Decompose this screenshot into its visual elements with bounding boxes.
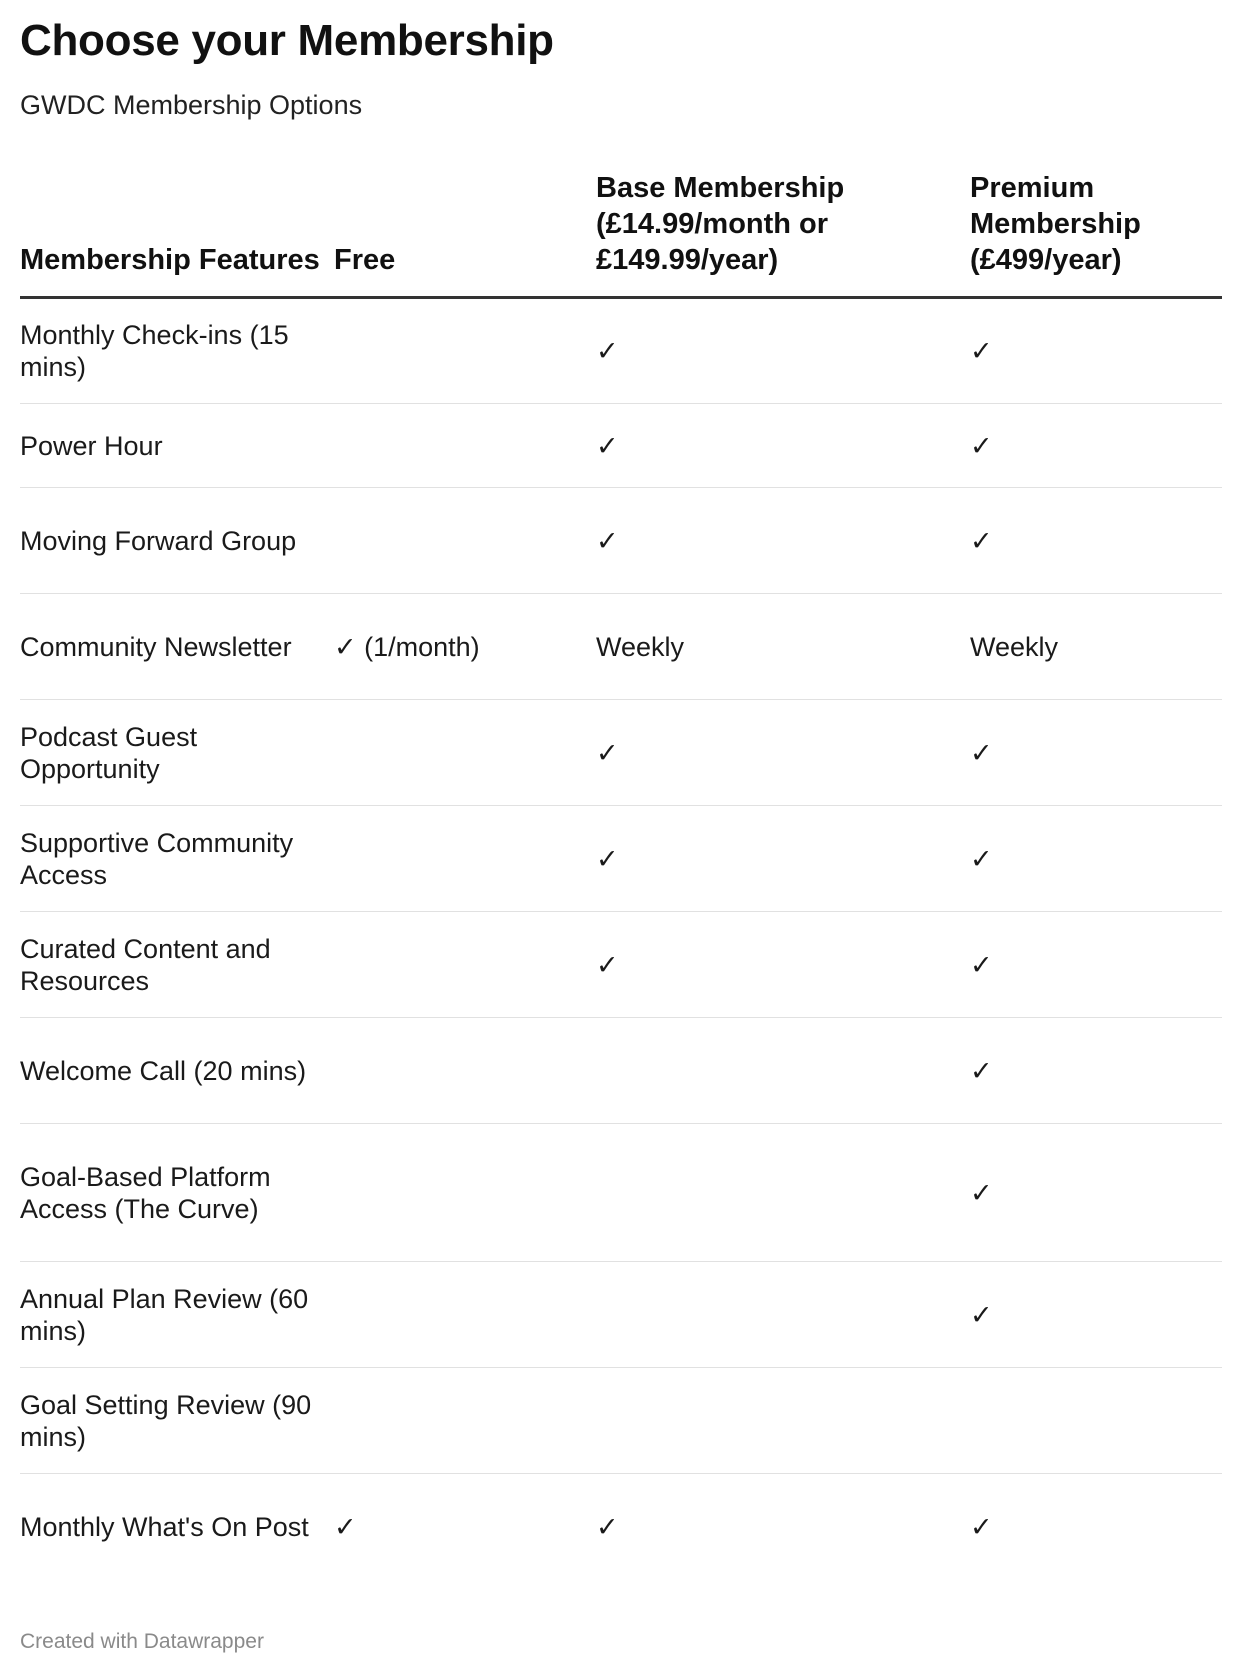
free-cell	[334, 1124, 596, 1262]
premium-cell: ✓	[970, 1124, 1222, 1262]
free-cell	[334, 700, 596, 806]
free-cell	[334, 404, 596, 488]
table-row	[20, 1018, 1222, 1124]
table-row	[20, 298, 1222, 404]
free-cell: ✓ (1/month)	[334, 594, 596, 700]
free-cell	[334, 912, 596, 1018]
table-row	[20, 1124, 1222, 1262]
premium-cell: ✓	[970, 1511, 993, 1542]
base-cell	[596, 1368, 970, 1474]
table-row	[20, 700, 1222, 806]
table-row	[20, 404, 1222, 488]
premium-cell: ✓	[970, 1018, 1222, 1124]
feature-cell: Welcome Call (20 mins)	[20, 1018, 334, 1124]
column-header-premium: Premium Membership (£499/year)	[970, 170, 1222, 298]
chart-title: Choose your Membership	[20, 16, 554, 65]
feature-cell: Power Hour	[20, 404, 334, 488]
column-header-features: Membership Features	[20, 170, 334, 298]
feature-cell: Supportive Community Access	[20, 806, 334, 912]
table-row	[20, 1368, 1222, 1474]
column-header-base: Base Membership (£14.99/month or £149.99/year)	[596, 170, 970, 298]
table-row	[20, 594, 1222, 700]
premium-cell: ✓	[970, 298, 1222, 404]
base-cell: ✓	[596, 700, 970, 806]
base-cell: ✓	[596, 806, 970, 912]
table-row	[20, 912, 1222, 1018]
chart-subtitle: GWDC Membership Options	[20, 90, 363, 120]
free-cell: ✓	[334, 1511, 357, 1542]
feature-cell: Annual Plan Review (60 mins)	[20, 1262, 334, 1368]
base-cell	[596, 1262, 970, 1368]
base-cell: Weekly	[596, 594, 970, 700]
free-cell	[334, 1018, 596, 1124]
premium-cell: ✓	[970, 700, 1222, 806]
feature-cell: Curated Content and Resources	[20, 912, 334, 1018]
premium-cell: ✓	[970, 404, 1222, 488]
base-cell: ✓	[596, 404, 970, 488]
base-cell: ✓	[596, 1511, 619, 1542]
base-cell: ✓	[596, 488, 970, 594]
premium-cell: ✓	[970, 488, 1222, 594]
base-cell: ✓	[596, 298, 970, 404]
free-cell	[334, 806, 596, 912]
feature-cell: Goal Setting Review (90 mins)	[20, 1368, 334, 1474]
premium-cell: ✓	[970, 806, 1222, 912]
premium-cell: ✓	[970, 1262, 1222, 1368]
table-row	[20, 1474, 1222, 1580]
table-row	[20, 1262, 1222, 1368]
table-header-row	[20, 170, 1222, 298]
table-row	[20, 488, 1222, 594]
table-row	[20, 806, 1222, 912]
free-cell	[334, 298, 596, 404]
membership-table	[20, 170, 1222, 1580]
feature-cell: Podcast Guest Opportunity	[20, 700, 334, 806]
base-cell	[596, 1018, 970, 1124]
free-cell	[334, 488, 596, 594]
free-cell	[334, 1368, 596, 1474]
premium-cell: ✓	[970, 912, 1222, 1018]
feature-cell: Monthly What's On Post	[20, 1511, 309, 1542]
premium-cell: Weekly	[970, 594, 1222, 700]
column-header-free: Free	[334, 170, 596, 298]
chart-footer-credit: Created with Datawrapper	[20, 1630, 264, 1653]
feature-cell: Goal-Based Platform Access (The Curve)	[20, 1124, 334, 1262]
base-cell: ✓	[596, 912, 970, 1018]
free-cell	[334, 1262, 596, 1368]
premium-cell	[970, 1368, 1222, 1474]
base-cell	[596, 1124, 970, 1262]
feature-cell: Community Newsletter	[20, 594, 334, 700]
feature-cell: Moving Forward Group	[20, 488, 334, 594]
feature-cell: Monthly Check-ins (15 mins)	[20, 298, 334, 404]
